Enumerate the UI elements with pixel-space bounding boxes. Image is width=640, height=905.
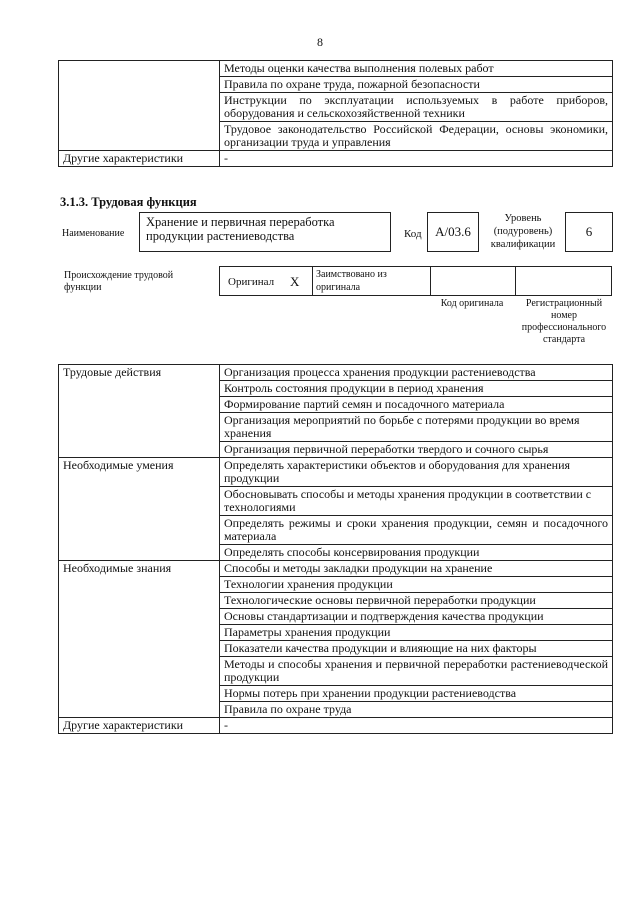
level-label: Уровень (подуровень) квалификации	[490, 213, 556, 250]
table-row	[59, 561, 613, 577]
knowledge-item: Методы оценки качества выполнения полевых работ	[220, 61, 613, 77]
knowledge-item: Показатели качества продукции и влияющие на них факторы	[220, 641, 613, 657]
table-row	[59, 151, 613, 167]
page-number: 8	[317, 35, 323, 49]
reg-number-label: Регистрационный номер профессионального стандарта	[521, 298, 607, 345]
knowledge-item: Методы и способы хранения и первичной переработки растениеводческой продукции	[220, 657, 613, 686]
divider	[430, 267, 431, 295]
knowledge-item: Инструкции по эксплуатации используемых в работе приборов, оборудования и сельскохозяйственной техники	[220, 93, 613, 122]
section-heading: 3.1.3. Трудовая функция	[60, 195, 197, 209]
knowledge-item: Основы стандартизации и подтверждения качества продукции	[220, 609, 613, 625]
action-item: Контроль состояния продукции в период хранения	[220, 381, 613, 397]
knowledge-item: Способы и методы закладки продукции на хранение	[220, 561, 613, 577]
skills-label: Необходимые умения	[59, 458, 220, 561]
name-label: Наименование	[62, 228, 125, 239]
table-row	[59, 61, 613, 77]
skill-item: Обосновывать способы и методы хранения продукции в соответствии с технологиями	[220, 487, 613, 516]
other-characteristics-label: Другие характеристики	[59, 718, 220, 734]
action-item: Организация первичной переработки твердого и сочного сырья	[220, 442, 613, 458]
function-code-box: A/03.6	[427, 212, 479, 252]
divider	[312, 267, 313, 295]
knowledge-item: Технологии хранения продукции	[220, 577, 613, 593]
knowledge-label: Необходимые знания	[59, 561, 220, 718]
knowledge-item: Технологические основы первичной переработки продукции	[220, 593, 613, 609]
other-characteristics-value: -	[220, 151, 613, 167]
knowledge-item: Нормы потерь при хранении продукции растениеводства	[220, 686, 613, 702]
knowledge-item: Трудовое законодательство Российской Федерации, основы экономики, организации труда и управления	[220, 122, 613, 151]
skill-item: Определять режимы и сроки хранения продукции, семян и посадочного материала	[220, 516, 613, 545]
skill-item: Определять характеристики объектов и оборудования для хранения продукции	[220, 458, 613, 487]
other-characteristics-label: Другие характеристики	[59, 151, 220, 167]
knowledge-item: Правила по охране труда	[220, 702, 613, 718]
table-row	[59, 458, 613, 487]
original-label: Оригинал	[228, 276, 275, 288]
knowledge-item: Правила по охране труда, пожарной безопасности	[220, 77, 613, 93]
origin-label: Происхождение трудовой функции	[64, 270, 174, 293]
table-row	[59, 718, 613, 734]
table-cell-empty	[59, 61, 220, 151]
code-original-label: Код оригинала	[440, 298, 504, 309]
divider	[515, 267, 516, 295]
code-label: Код	[404, 228, 422, 240]
knowledge-item: Параметры хранения продукции	[220, 625, 613, 641]
labor-function-table	[58, 364, 613, 734]
original-mark: X	[290, 274, 300, 289]
skill-item: Определять способы консервирования продукции	[220, 545, 613, 561]
function-name-box: Хранение и первичная переработка продукции растениеводства	[139, 212, 391, 252]
borrowed-label: Заимствовано из оригинала	[316, 269, 387, 293]
action-item: Организация мероприятий по борьбе с потерями продукции во время хранения	[220, 413, 613, 442]
table-row	[59, 365, 613, 381]
actions-label: Трудовые действия	[59, 365, 220, 458]
action-item: Формирование партий семян и посадочного материала	[220, 397, 613, 413]
origin-table	[219, 266, 612, 296]
action-item: Организация процесса хранения продукции растениеводства	[220, 365, 613, 381]
level-box: 6	[565, 212, 613, 252]
top-knowledge-table	[58, 60, 613, 167]
other-characteristics-value: -	[220, 718, 613, 734]
